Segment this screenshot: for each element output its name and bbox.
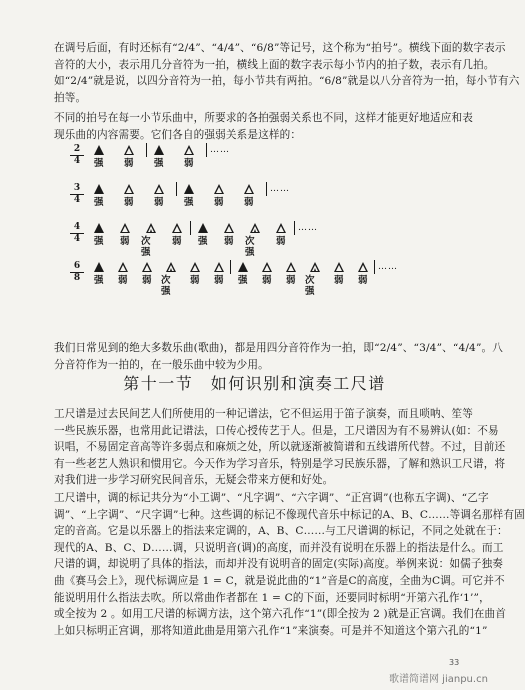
body-paragraph-2 [54, 490, 525, 639]
beat-label: 次强 [141, 236, 151, 258]
beat-label: 强 [154, 158, 164, 169]
text-line: 不同的拍号在每一小节乐曲中，所要求的各拍强弱关系也不同，这样才能更好地适应和表 [54, 112, 474, 124]
beat-label: 强 [94, 236, 104, 247]
text-line: 工尺谱是过去民间艺人们所使用的一种记谱法，它不但运用于笛子演奏，而且唢呐、笙等 [54, 408, 474, 420]
beat-label: 强 [94, 158, 104, 169]
time-signature [70, 262, 84, 283]
watermark: 歌谱简谱网 jianpu.cn [389, 674, 488, 685]
text-line: 有一些老艺人熟识和惯用它。今天作为学习音乐，特别是学习民族乐器，了解和熟识工尺谱，将 [54, 457, 506, 470]
text-line: 曲《赛马会上》，现代标调应是 1 = C，就是说此曲的“1”音是C的高度，全曲为C调。可它并不 [54, 574, 505, 587]
weak-beat-icon [118, 262, 128, 272]
beat-label: 强 [184, 197, 194, 208]
page-number: 33 [449, 658, 460, 667]
continuation-dots: …… [210, 145, 230, 155]
strong-beat-icon [198, 223, 208, 233]
text-line: 如“2/4”就是说，以四分音符为一拍，每小节共有两拍。“6/8”就是以八分音符为一拍，每小节有六 [54, 75, 520, 88]
beat-label: 弱 [244, 197, 254, 208]
time-signature-denominator: 8 [73, 273, 81, 283]
text-line: 音符的大小，表示用几分音符为一拍，横线上面的数字表示每小节内的拍子数，表示有几拍。 [54, 58, 495, 71]
strong-beat-icon [94, 184, 104, 194]
continuation-dots: …… [378, 262, 398, 272]
intro2-paragraph [54, 110, 474, 143]
beat-label: 强 [94, 275, 104, 286]
text-line: 现乐曲的内容需要。它们各自的强弱关系是这样的： [54, 128, 302, 141]
text-line: 拍等。 [54, 91, 87, 104]
summary-paragraph [54, 340, 503, 373]
beat-label: 弱 [124, 197, 134, 208]
time-signature [70, 184, 84, 205]
weak-beat-icon [214, 262, 224, 272]
weak-beat-icon [124, 184, 134, 194]
weak-beat-icon [154, 184, 164, 194]
beat-label: 弱 [334, 275, 344, 286]
text-line: 在调号后面，有时还标有“2/4”、“4/4”、“6/8”等记号，这个称为“拍号”。横线下面的数字表示 [54, 42, 506, 54]
weak-beat-icon [190, 262, 200, 272]
beat-label: 弱 [172, 236, 182, 247]
strong-beat-icon [94, 223, 104, 233]
beat-label: 弱 [262, 275, 272, 286]
weak-beat-icon [124, 145, 134, 155]
weak-beat-icon [214, 184, 224, 194]
time-signature-numerator: 4 [73, 222, 81, 232]
text-line: 或全按为 2 。如用工尺谱的标调方法，这个第六孔作“1”(即全按为 2 )就是正宫调。我们在曲首 [54, 608, 506, 621]
barline-icon [176, 182, 177, 196]
beat-label: 弱 [184, 158, 194, 169]
continuation-dots: …… [270, 184, 290, 194]
text-line: 对我们进一步学习研究民间音乐，无疑会带来方便和好处。 [54, 474, 334, 487]
text-line: 上如只标明正宫调，那将知道此曲是用第六孔作“1”来演奏。可是并不知道这个第六孔的“1” [54, 624, 488, 637]
weak-beat-icon [172, 223, 182, 233]
weak-beat-icon [184, 145, 194, 155]
strong-beat-icon [94, 145, 104, 155]
beat-label: 弱 [224, 236, 234, 247]
medium-beat-icon [166, 262, 176, 272]
time-signature-numerator: 6 [73, 261, 81, 271]
barline-icon [374, 260, 375, 274]
beat-label: 弱 [118, 275, 128, 286]
barline-icon [294, 221, 295, 235]
text-line: 我们日常见到的绝大多数乐曲(歌曲)，都是用四分音符作为一拍，即“2/4”、“3/4”、“4/4”。八 [54, 342, 503, 354]
beat-label: 弱 [358, 275, 368, 286]
weak-beat-icon [286, 262, 296, 272]
weak-beat-icon [142, 262, 152, 272]
body-paragraph-1 [54, 406, 506, 489]
intro-paragraph [54, 40, 520, 106]
beat-label: 次强 [245, 236, 255, 258]
time-signature-denominator: 4 [73, 234, 81, 244]
text-line: 一些民族乐器，也常用此记谱法，口传心授传艺于人。但是，工尺谱因为有不易辨认(如：不易 [54, 424, 499, 437]
continuation-dots: …… [298, 223, 318, 233]
beat-label: 弱 [142, 275, 152, 286]
beat-label: 弱 [124, 158, 134, 169]
beat-label: 次强 [161, 275, 171, 297]
weak-beat-icon [244, 184, 254, 194]
weak-beat-icon [120, 223, 130, 233]
text-line: 能说明用什么指法去吹。所以常曲作者都在 1 = C的下面，还要同时标明“开第六孔作‘1’”， [54, 591, 490, 604]
text-line: 识唱，不易固定音高等许多弱点和麻烦之处，所以就逐渐被简谱和五线谱所代替。不过，目前还 [54, 441, 506, 454]
weak-beat-icon [334, 262, 344, 272]
time-signature-numerator: 3 [73, 183, 81, 193]
strong-beat-icon [184, 184, 194, 194]
beat-label: 弱 [190, 275, 200, 286]
barline-icon [190, 221, 191, 235]
text-line: 工尺谱中，调的标记共分为“小工调”、“凡字调”、“六字调”、“正宫调”(也称五字调)、“乙字 [54, 492, 489, 504]
barline-icon [230, 260, 231, 274]
strong-beat-icon [154, 145, 164, 155]
beat-label: 强 [94, 197, 104, 208]
medium-beat-icon [310, 262, 320, 272]
barline-icon [206, 143, 207, 157]
time-signature-numerator: 2 [73, 144, 81, 154]
section-title: 第十一节 如何识别和演奏工尺谱 [123, 374, 386, 393]
beat-label: 弱 [214, 275, 224, 286]
beat-label: 弱 [276, 236, 286, 247]
barline-icon [266, 182, 267, 196]
time-signature-denominator: 4 [73, 195, 81, 205]
barline-icon [146, 143, 147, 157]
weak-beat-icon [276, 223, 286, 233]
time-signature-denominator: 4 [73, 156, 81, 166]
text-line: 定的音高。它是以乐器上的指法来定调的，A、B、C……与工尺谱调的标记，不同之处就在于： [54, 525, 508, 538]
text-line: 尺谱的调，却说明了具体的指法，而却并没有说明音的固定(实际)高度。举例来说：如儒子独奏 [54, 558, 504, 571]
beat-label: 弱 [154, 197, 164, 208]
beat-label: 强 [238, 275, 248, 286]
beat-label: 弱 [286, 275, 296, 286]
text-line: 分音符作为一拍的，在一般乐曲中较为少用。 [54, 358, 269, 371]
beat-label: 次强 [305, 275, 315, 297]
weak-beat-icon [358, 262, 368, 272]
beat-label: 强 [198, 236, 208, 247]
beat-label: 弱 [120, 236, 130, 247]
medium-beat-icon [250, 223, 260, 233]
strong-beat-icon [238, 262, 248, 272]
strong-beat-icon [94, 262, 104, 272]
medium-beat-icon [146, 223, 156, 233]
beat-label: 弱 [214, 197, 224, 208]
weak-beat-icon [262, 262, 272, 272]
weak-beat-icon [224, 223, 234, 233]
time-signature [70, 145, 84, 166]
text-line: 调”、“上字调”、“尺字调”七种。这些调的标记不像现代音乐中标记的A、B、C……等调名那样有固 [54, 508, 525, 521]
time-signature [70, 223, 84, 244]
text-line: 现代的A、B、C、D……调，只说明音(调)的高度，而并没有说明在乐器上的指法是什么。而工 [54, 541, 504, 554]
